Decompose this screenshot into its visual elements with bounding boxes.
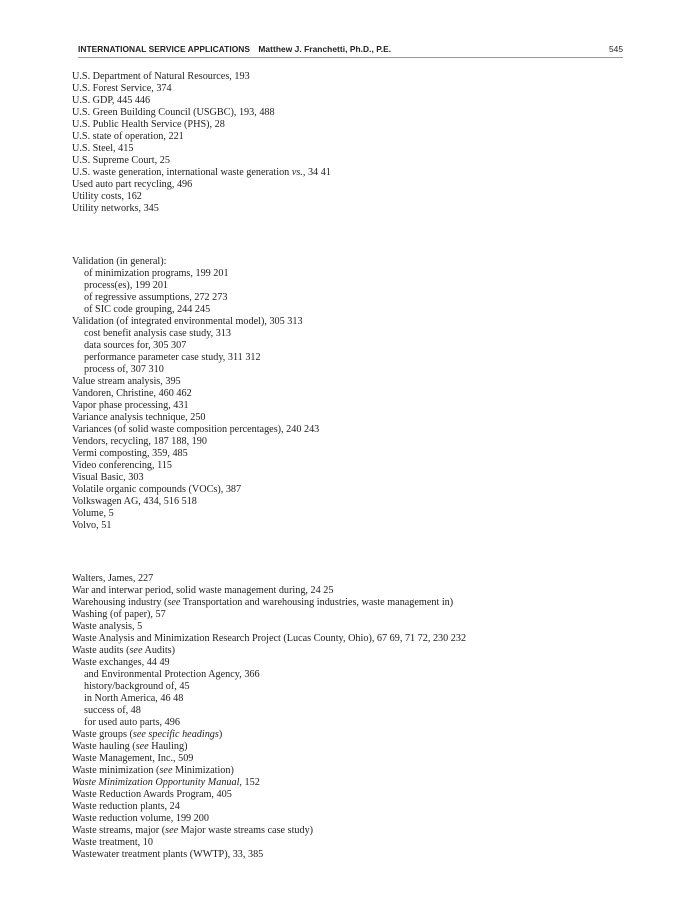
index-subentry: for used auto parts, 496 bbox=[84, 717, 180, 728]
index-entry: U.S. Steel, 415 bbox=[72, 143, 134, 154]
index-subentry: process of, 307 310 bbox=[84, 364, 164, 375]
book-title: INTERNATIONAL SERVICE APPLICATIONS bbox=[78, 44, 251, 54]
index-entry: Variance analysis technique, 250 bbox=[72, 412, 206, 423]
index-entry: Variances (of solid waste composition percentages), 240 243 bbox=[72, 424, 320, 435]
index-entry: Vendors, recycling, 187 188, 190 bbox=[72, 436, 207, 447]
index-entry: Walters, James, 227 bbox=[72, 573, 154, 584]
index-entry: Visual Basic, 303 bbox=[72, 472, 144, 483]
entry-italic-text: see bbox=[167, 597, 181, 608]
section-gap bbox=[72, 532, 632, 573]
index-entries bbox=[72, 71, 632, 861]
index-subentry: of minimization programs, 199 201 bbox=[84, 268, 229, 279]
entry-italic-text: vs. bbox=[291, 167, 303, 178]
index-entry: U.S. Green Building Council (USGBC), 193, 488 bbox=[72, 107, 275, 118]
index-entry: Waste Analysis and Minimization Research Project (Lucas County, Ohio), 67 69, 71 72, 230 232 bbox=[72, 633, 467, 644]
section-gap bbox=[72, 215, 632, 256]
index-entry bbox=[72, 729, 632, 741]
index-subentry: in North America, 46 48 bbox=[84, 693, 184, 704]
index-entry: Video conferencing, 115 bbox=[72, 460, 172, 471]
index-entry: Utility costs, 162 bbox=[72, 191, 142, 202]
index-entry: Waste exchanges, 44 49 bbox=[72, 657, 170, 668]
index-entry: U.S. state of operation, 221 bbox=[72, 131, 184, 142]
index-entry: Waste reduction plants, 24 bbox=[72, 801, 180, 812]
index-entry: Vermi composting, 359, 485 bbox=[72, 448, 188, 459]
entry-text: Audits) bbox=[142, 645, 176, 656]
index-entry bbox=[72, 645, 632, 657]
index-entry: Waste Management, Inc., 509 bbox=[72, 753, 194, 764]
entry-italic-text: Waste Minimization Opportunity Manual, bbox=[72, 777, 242, 788]
index-subentry: of SIC code grouping, 244 245 bbox=[84, 304, 211, 315]
index-subentry: cost benefit analysis case study, 313 bbox=[84, 328, 232, 339]
index-subentry: history/background of, 45 bbox=[84, 681, 190, 692]
entry-italic-text: see bbox=[135, 741, 149, 752]
index-entry: Volatile organic compounds (VOCs), 387 bbox=[72, 484, 242, 495]
index-entry: War and interwar period, solid waste management during, 24 25 bbox=[72, 585, 334, 596]
index-entry: Used auto part recycling, 496 bbox=[72, 179, 193, 190]
index-entry: Wastewater treatment plants (WWTP), 33, 385 bbox=[72, 849, 264, 860]
entry-text: Waste groups ( bbox=[72, 729, 133, 740]
index-entry: Waste reduction volume, 199 200 bbox=[72, 813, 209, 824]
entry-text: Major waste streams case study) bbox=[178, 825, 314, 836]
author-name: Matthew J. Franchetti, Ph.D., P.E. bbox=[258, 44, 392, 54]
index-entry: Vandoren, Christine, 460 462 bbox=[72, 388, 192, 399]
index-entry bbox=[72, 777, 632, 789]
index-entry bbox=[72, 765, 632, 777]
entry-text: Warehousing industry ( bbox=[72, 597, 168, 608]
index-entry: Volkswagen AG, 434, 516 518 bbox=[72, 496, 197, 507]
entry-text: , 34 41 bbox=[302, 167, 331, 178]
index-entry: U.S. GDP, 445 446 bbox=[72, 95, 151, 106]
entry-italic-text: see bbox=[129, 645, 143, 656]
index-entry: Utility networks, 345 bbox=[72, 203, 159, 214]
entry-italic-text: see bbox=[165, 825, 179, 836]
page-number: 545 bbox=[609, 44, 623, 54]
running-header bbox=[78, 41, 623, 58]
index-entry: Volvo, 51 bbox=[72, 520, 112, 531]
index-subentry: success of, 48 bbox=[84, 705, 141, 716]
index-entry: Waste analysis, 5 bbox=[72, 621, 143, 632]
index-entry: U.S. Supreme Court, 25 bbox=[72, 155, 170, 166]
entry-italic-text: see specific headings bbox=[132, 729, 219, 740]
entry-text: Waste streams, major ( bbox=[72, 825, 166, 836]
entry-text: Waste audits ( bbox=[72, 645, 130, 656]
index-entry: Washing (of paper), 57 bbox=[72, 609, 166, 620]
index-entry bbox=[72, 597, 632, 609]
index-entry bbox=[72, 825, 632, 837]
index-entry: U.S. Public Health Service (PHS), 28 bbox=[72, 119, 225, 130]
index-entry bbox=[72, 167, 632, 179]
index-subentry: of regressive assumptions, 272 273 bbox=[84, 292, 228, 303]
index-subentry: performance parameter case study, 311 312 bbox=[84, 352, 261, 363]
entry-text: Transportation and warehousing industries, waste management in) bbox=[180, 597, 454, 608]
index-entry: Validation (of integrated environmental model), 305 313 bbox=[72, 316, 303, 327]
entry-text: Minimization) bbox=[172, 765, 234, 776]
index-entry: Value stream analysis, 395 bbox=[72, 376, 181, 387]
index-entry: Validation (in general): bbox=[72, 256, 167, 267]
index-subentry: and Environmental Protection Agency, 366 bbox=[84, 669, 260, 680]
index-entry: U.S. Department of Natural Resources, 193 bbox=[72, 71, 250, 82]
index-subentry: process(es), 199 201 bbox=[84, 280, 169, 291]
index-entry bbox=[72, 741, 632, 753]
entry-text: Hauling) bbox=[148, 741, 188, 752]
header-title bbox=[78, 44, 391, 54]
index-subentry: data sources for, 305 307 bbox=[84, 340, 187, 351]
index-entry: Vapor phase processing, 431 bbox=[72, 400, 189, 411]
index-entry: Waste treatment, 10 bbox=[72, 837, 153, 848]
entry-italic-text: see bbox=[159, 765, 173, 776]
entry-text: Waste hauling ( bbox=[72, 741, 136, 752]
index-entry: Volume, 5 bbox=[72, 508, 114, 519]
entry-text: Waste minimization ( bbox=[72, 765, 160, 776]
entry-text: 152 bbox=[241, 777, 260, 788]
index-entry: Waste Reduction Awards Program, 405 bbox=[72, 789, 232, 800]
index-entry: U.S. Forest Service, 374 bbox=[72, 83, 172, 94]
entry-text: ) bbox=[218, 729, 223, 740]
entry-text: U.S. waste generation, international waste generation bbox=[72, 167, 292, 178]
